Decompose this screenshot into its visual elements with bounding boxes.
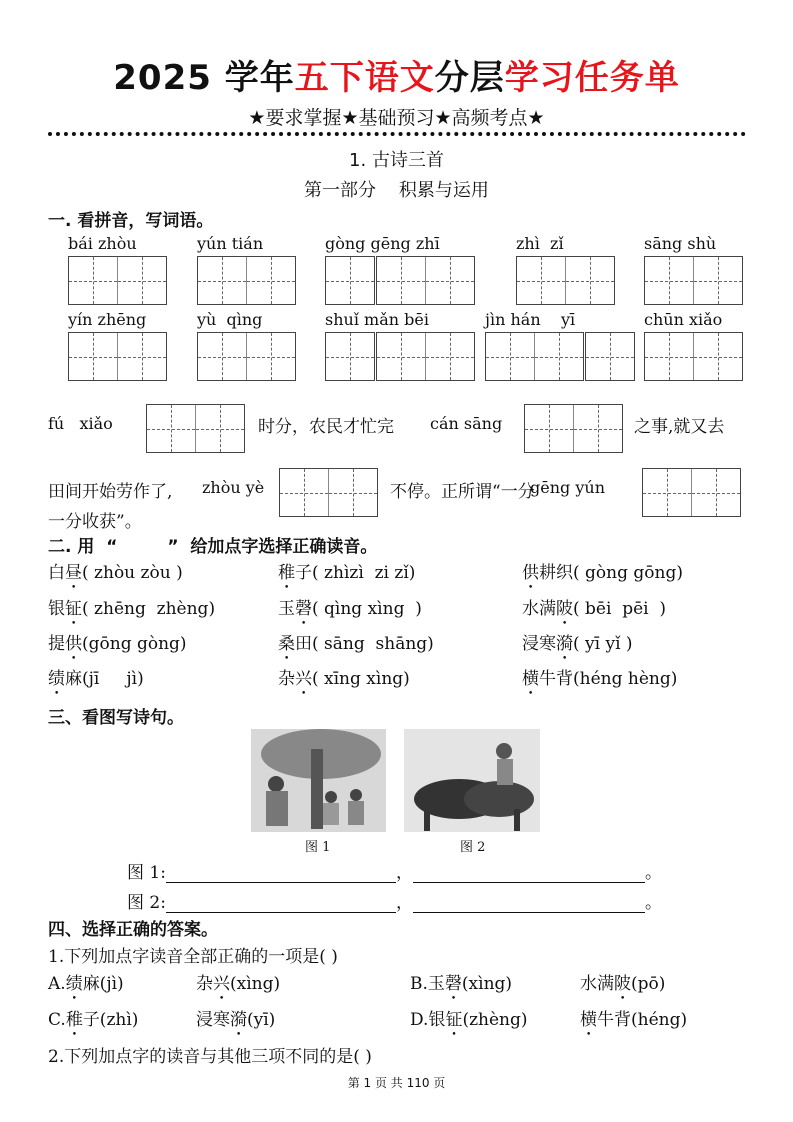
- answer-box[interactable]: [376, 332, 475, 381]
- part-title: 第一部分 积累与运用: [304, 180, 489, 201]
- passage-answer-box[interactable]: [642, 468, 741, 517]
- passage-text-5: 一分收获”。: [48, 512, 142, 532]
- figure-2-caption: 图 2: [460, 840, 486, 855]
- dotted-character: 绩: [48, 669, 65, 689]
- pronunciation-item: [48, 629, 187, 664]
- writing-cell[interactable]: [118, 257, 167, 304]
- answer-option: [410, 969, 512, 1004]
- pinyin-label: gòng gēng zhī: [325, 234, 440, 253]
- writing-cell[interactable]: [574, 405, 623, 452]
- passage-text-4: 不停。正所谓“一分: [390, 482, 535, 502]
- period: 。: [644, 893, 662, 913]
- pinyin-options: ( yī yǐ ): [573, 634, 633, 654]
- dotted-character: 磬: [444, 974, 462, 994]
- writing-cell[interactable]: [198, 333, 247, 380]
- answer-option: [196, 969, 280, 1004]
- pinyin-label: yún tián: [197, 234, 264, 253]
- word-text: (pō): [631, 974, 666, 994]
- writing-cell[interactable]: [69, 333, 118, 380]
- word-text: 耕织: [539, 563, 573, 583]
- question-1: 1.下列加点字读音全部正确的一项是( ): [48, 947, 338, 967]
- figure-1-answer: [127, 858, 662, 883]
- dotted-character: 兴: [213, 974, 230, 994]
- writing-cell[interactable]: [426, 257, 475, 304]
- pronunciation-item: [278, 594, 422, 629]
- passage-text-3: 田间开始劳作了,: [48, 482, 173, 502]
- writing-cell[interactable]: [377, 333, 426, 380]
- writing-cell[interactable]: [486, 333, 535, 380]
- word-text: 杂: [196, 974, 213, 994]
- word-text: (yī): [247, 1010, 276, 1030]
- writing-cell[interactable]: [426, 333, 475, 380]
- dotted-character: 供: [522, 563, 539, 583]
- subtitle: ★要求掌握★基础预习★高频考点★: [248, 107, 545, 129]
- word-text: 麻(jì): [82, 974, 124, 994]
- pinyin-options: ( qìng xìng ): [312, 599, 422, 619]
- word-text: 银: [48, 599, 65, 619]
- writing-cell[interactable]: [147, 405, 196, 452]
- period: 。: [644, 863, 662, 883]
- writing-cell[interactable]: [377, 257, 426, 304]
- word-text: (xìng): [230, 974, 281, 994]
- answer-line[interactable]: [166, 864, 396, 883]
- answer-box[interactable]: [376, 256, 475, 305]
- passage-text-2: 之事,就又去: [634, 417, 725, 437]
- passage-text-1: 时分，农民才忙完: [258, 417, 394, 437]
- pronunciation-item: [48, 664, 144, 699]
- word-text: 浸寒: [522, 634, 556, 654]
- writing-cell[interactable]: [566, 257, 615, 304]
- section4-heading: 四、选择正确的答案。: [48, 920, 218, 940]
- comma: ，: [395, 893, 413, 913]
- page-title: [0, 50, 793, 99]
- section3-heading: 三、看图写诗句。: [48, 708, 184, 728]
- dotted-character: 昼: [65, 563, 82, 583]
- answer-box[interactable]: [516, 256, 615, 305]
- pronunciation-item: [278, 629, 434, 664]
- dotted-character: 供: [65, 634, 82, 654]
- passage-pinyin-4: gēng yún: [530, 478, 605, 497]
- answer-box[interactable]: [197, 332, 296, 381]
- word-text: A.: [48, 974, 66, 994]
- dotted-divider: [48, 132, 746, 136]
- dotted-character: 绩: [65, 974, 83, 994]
- heading-part-b: ” 给加点字选择正确读音。: [167, 537, 378, 557]
- word-text: C.: [48, 1010, 66, 1030]
- word-text: 牛背: [539, 669, 573, 689]
- figure-1-image: [251, 729, 386, 832]
- passage-pinyin-1: fú xiǎo: [48, 414, 113, 433]
- title-layer: 分层: [434, 58, 505, 98]
- dotted-character: 钲: [445, 1010, 463, 1030]
- writing-cell[interactable]: [118, 333, 167, 380]
- dotted-character: 横: [580, 1010, 597, 1030]
- line-label: 图 1:: [127, 863, 166, 883]
- answer-box[interactable]: [644, 332, 743, 381]
- pinyin-label: sāng shù: [644, 234, 717, 253]
- title-year: 2025 学年: [113, 58, 295, 98]
- pinyin-options: ( zhìzì zi zǐ): [312, 563, 416, 583]
- passage-answer-box[interactable]: [524, 404, 623, 453]
- writing-cell[interactable]: [694, 333, 743, 380]
- word-text: 白: [48, 563, 65, 583]
- writing-cell[interactable]: [692, 469, 741, 516]
- writing-cell[interactable]: [517, 257, 566, 304]
- word-text: 水满: [522, 599, 556, 619]
- passage-pinyin-2: cán sāng: [430, 414, 503, 433]
- dotted-character: 陂: [614, 974, 631, 994]
- writing-cell[interactable]: [645, 257, 694, 304]
- lesson-title: 1. 古诗三首: [349, 150, 444, 171]
- pinyin-label: zhì zǐ: [516, 234, 564, 253]
- word-text: 浸寒: [196, 1010, 230, 1030]
- word-text: 杂: [278, 669, 295, 689]
- passage-answer-box[interactable]: [279, 468, 378, 517]
- pronunciation-item: [522, 629, 633, 664]
- pinyin-label: chūn xiǎo: [644, 310, 723, 329]
- answer-option: [196, 1005, 275, 1040]
- word-text: D.银: [410, 1010, 446, 1030]
- pinyin-label: yín zhēng: [68, 310, 147, 329]
- writing-cell[interactable]: [198, 257, 247, 304]
- writing-cell[interactable]: [535, 333, 584, 380]
- word-text: (xìng): [461, 974, 513, 994]
- pinyin-label: bái zhòu: [68, 234, 137, 253]
- answer-option: [48, 1005, 138, 1040]
- dotted-character: 稚: [278, 563, 295, 583]
- answer-box[interactable]: [68, 256, 167, 305]
- dotted-character: 兴: [295, 669, 312, 689]
- writing-cell[interactable]: [643, 469, 692, 516]
- answer-option: [48, 969, 124, 1004]
- dotted-character: 漪: [230, 1010, 247, 1030]
- pinyin-options: (gōng gòng): [82, 634, 187, 654]
- answer-option: [580, 969, 665, 1004]
- dotted-character: 桑: [278, 634, 295, 654]
- answer-box[interactable]: [68, 332, 167, 381]
- dotted-character: 磬: [295, 599, 312, 619]
- dotted-character: 横: [522, 669, 539, 689]
- heading-part-a: 二. 用 “: [48, 537, 118, 557]
- answer-box[interactable]: [644, 256, 743, 305]
- dotted-character: 稚: [65, 1010, 83, 1030]
- word-text: 水满: [580, 974, 614, 994]
- writing-cell[interactable]: [280, 469, 329, 516]
- word-text: 子: [295, 563, 312, 583]
- pinyin-options: ( zhòu zòu ): [82, 563, 183, 583]
- line-label: 图 2:: [127, 893, 166, 913]
- dotted-character: 陂: [556, 599, 573, 619]
- answer-line[interactable]: [166, 894, 396, 913]
- word-text: (zhèng): [462, 1010, 528, 1030]
- word-text: 提: [48, 634, 65, 654]
- writing-cell[interactable]: [326, 257, 374, 304]
- writing-cell[interactable]: [645, 333, 694, 380]
- pinyin-label: jìn hán yī: [485, 310, 576, 329]
- answer-option: [410, 1005, 528, 1040]
- word-text: 麻: [65, 669, 82, 689]
- section2-heading: [48, 532, 377, 557]
- comma: ，: [395, 863, 413, 883]
- pinyin-options: (héng hèng): [573, 669, 678, 689]
- question-2: 2.下列加点字的读音与其他三项不同的是( ): [48, 1047, 372, 1067]
- answer-box[interactable]: [485, 332, 584, 381]
- pronunciation-item: [522, 594, 666, 629]
- figure-2-image: [404, 729, 540, 832]
- word-text: 玉: [278, 599, 295, 619]
- writing-cell[interactable]: [247, 257, 296, 304]
- dotted-character: 漪: [556, 634, 573, 654]
- page-footer: 第 1 页 共 110 页: [347, 1076, 446, 1090]
- figure-1-caption: 图 1: [305, 840, 331, 855]
- writing-cell[interactable]: [326, 333, 374, 380]
- writing-cell[interactable]: [247, 333, 296, 380]
- answer-box[interactable]: [585, 332, 635, 381]
- answer-line[interactable]: [413, 894, 645, 913]
- figure-2-answer: [127, 888, 662, 913]
- answer-box[interactable]: [325, 332, 375, 381]
- passage-answer-box[interactable]: [146, 404, 245, 453]
- answer-option: [580, 1005, 687, 1040]
- pinyin-options: ( bēi pēi ): [573, 599, 667, 619]
- word-text: 牛背(héng): [597, 1010, 688, 1030]
- dotted-character: 钲: [65, 599, 82, 619]
- title-subject: 五下语文: [294, 58, 435, 98]
- writing-cell[interactable]: [525, 405, 574, 452]
- pronunciation-item: [522, 558, 683, 593]
- word-text: 田: [295, 634, 312, 654]
- section1-heading: 一. 看拼音，写词语。: [48, 211, 214, 231]
- passage-pinyin-3: zhòu yè: [202, 478, 265, 497]
- pronunciation-item: [278, 558, 415, 593]
- pronunciation-item: [522, 664, 677, 699]
- answer-box[interactable]: [197, 256, 296, 305]
- writing-cell[interactable]: [69, 257, 118, 304]
- pinyin-label: yù qìng: [197, 310, 263, 329]
- pronunciation-item: [48, 594, 215, 629]
- writing-cell[interactable]: [196, 405, 245, 452]
- writing-cell[interactable]: [694, 257, 743, 304]
- pinyin-options: ( sāng shāng): [312, 634, 434, 654]
- pinyin-options: ( xīng xìng): [312, 669, 410, 689]
- pinyin-options: (jī jì): [82, 669, 144, 689]
- writing-cell[interactable]: [586, 333, 634, 380]
- answer-box[interactable]: [325, 256, 375, 305]
- word-text: B.玉: [410, 974, 445, 994]
- pronunciation-item: [278, 664, 410, 699]
- pronunciation-item: [48, 558, 183, 593]
- answer-line[interactable]: [413, 864, 645, 883]
- word-text: 子(zhì): [82, 1010, 139, 1030]
- pinyin-label: shuǐ mǎn bēi: [325, 310, 429, 329]
- pinyin-options: ( gòng gōng): [573, 563, 683, 583]
- writing-cell[interactable]: [329, 469, 378, 516]
- pinyin-options: ( zhēng zhèng): [82, 599, 216, 619]
- title-task: 学习任务单: [504, 58, 680, 98]
